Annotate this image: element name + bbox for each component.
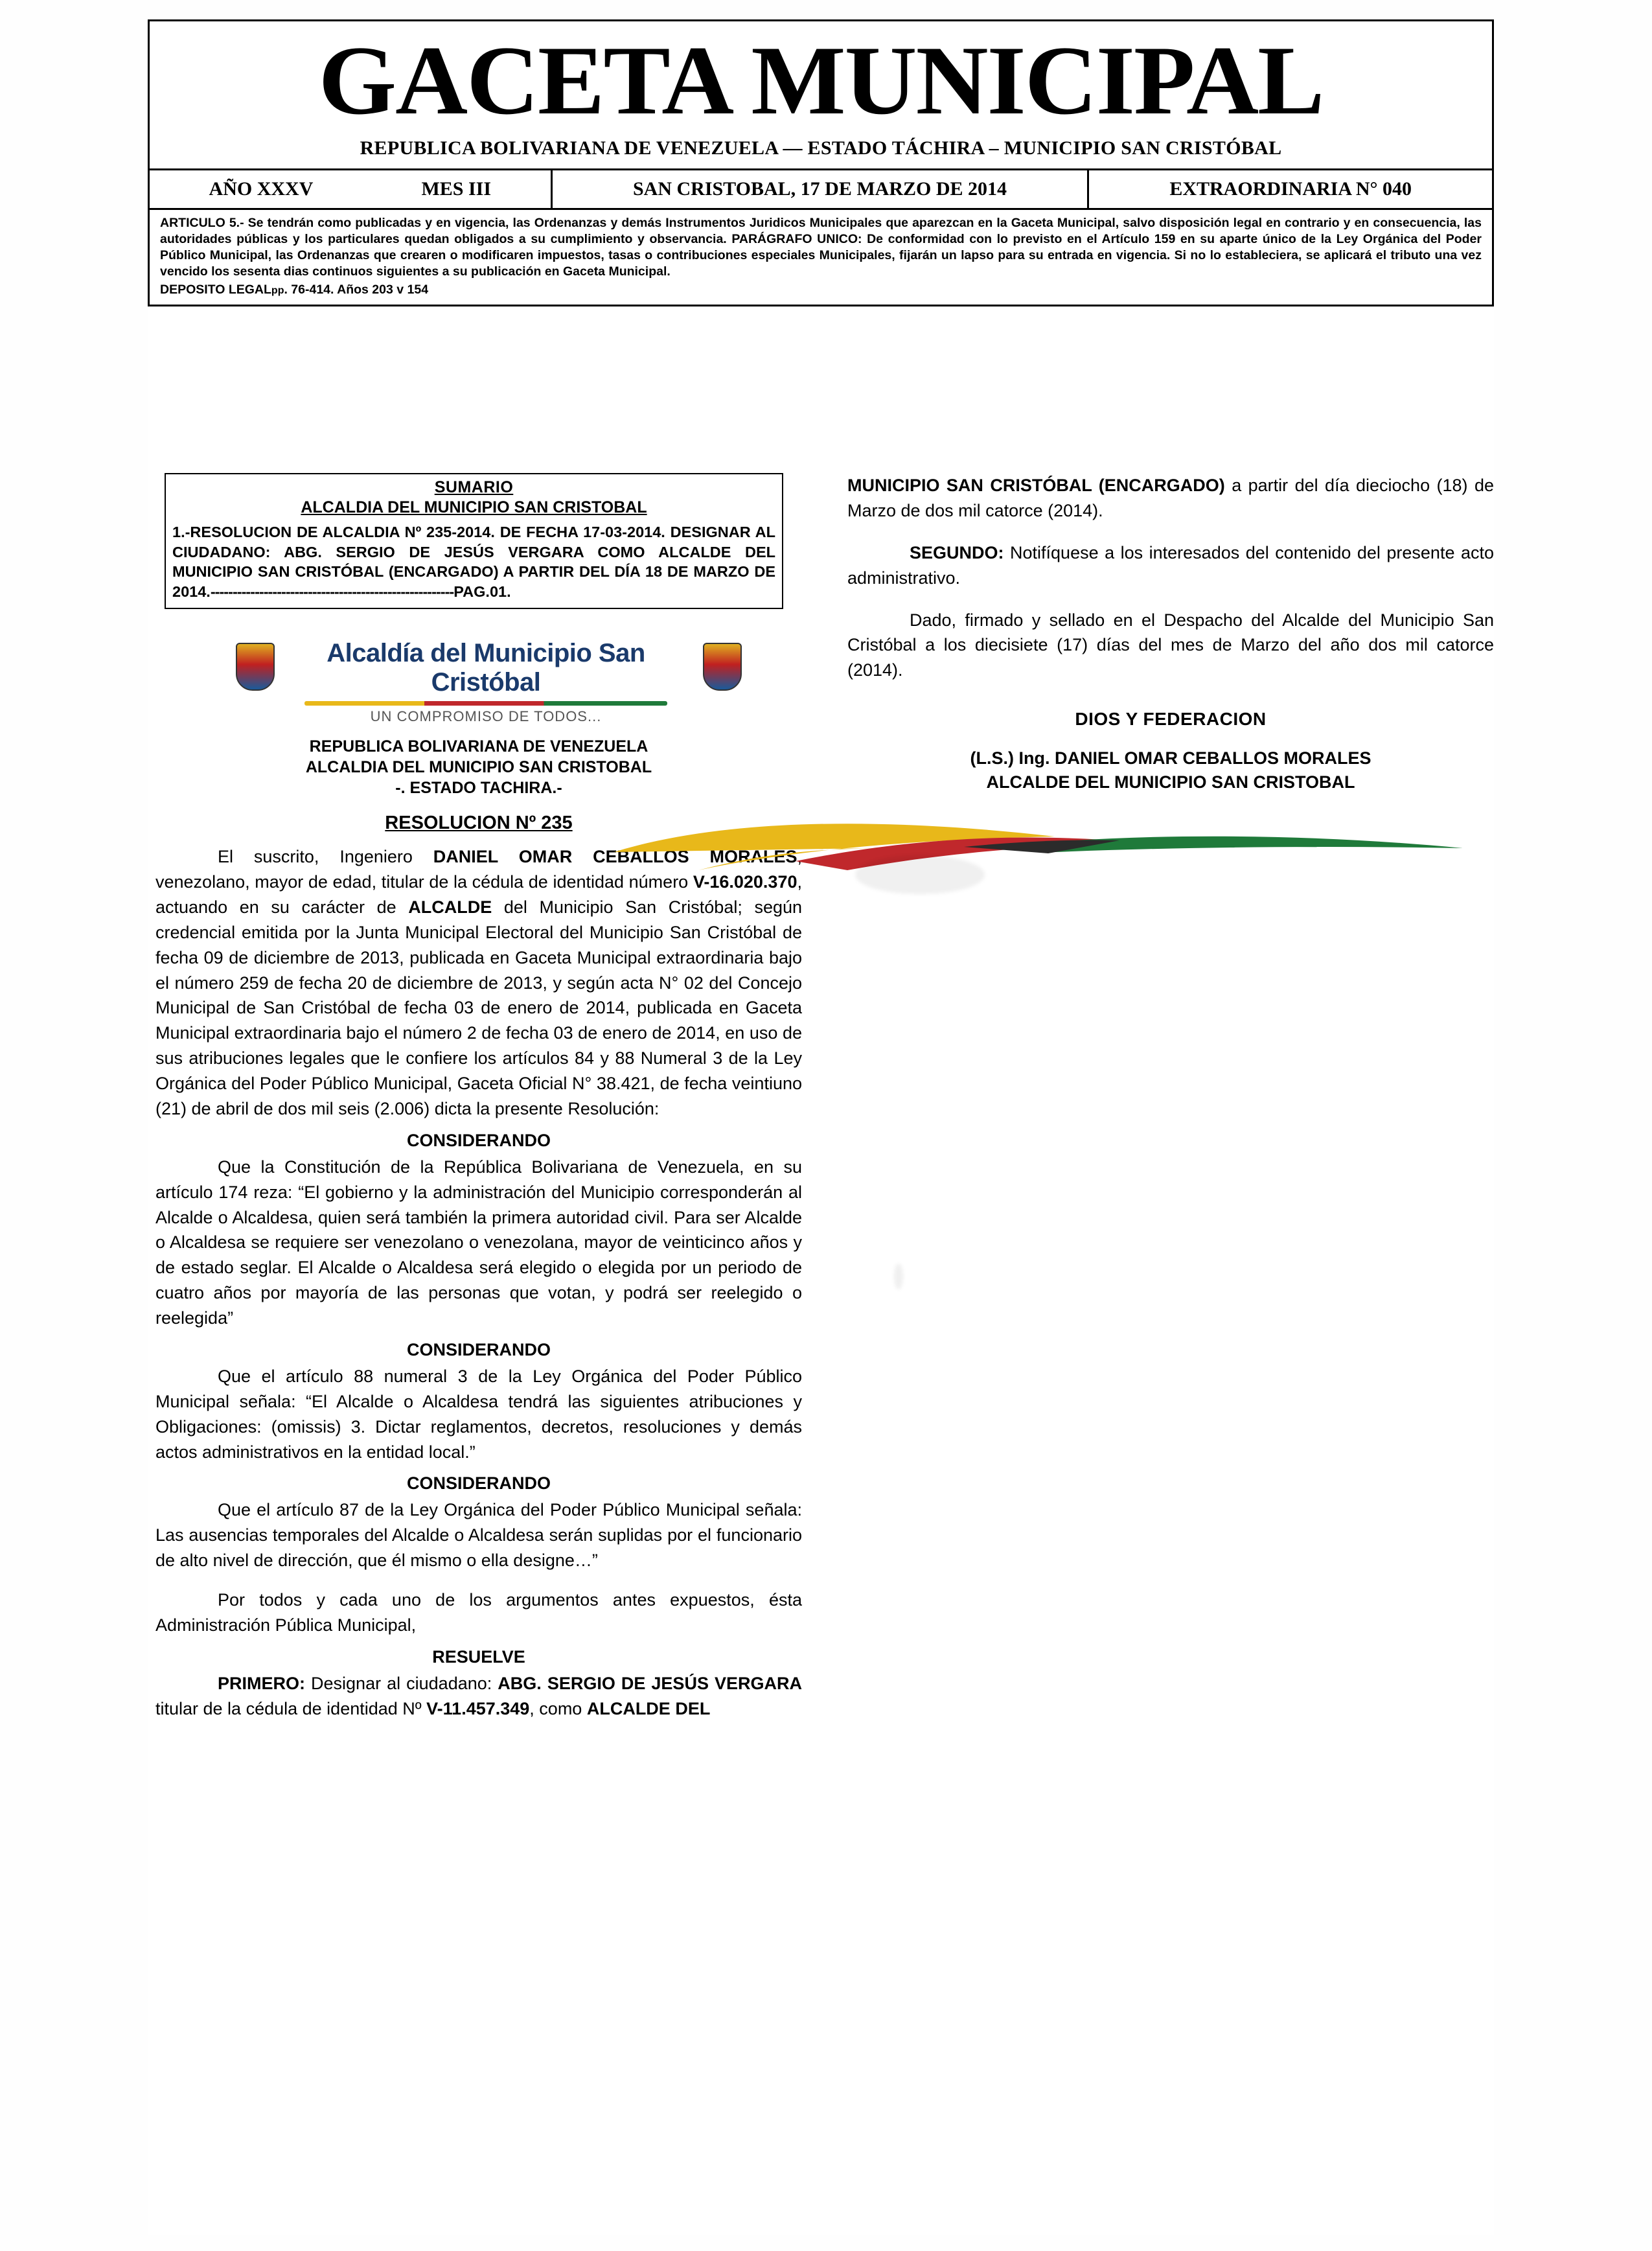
legal-notice-text: ARTICULO 5.- Se tendrán como publicadas y en vigencia, las Ordenanzas y demás Instrumentos Juridicos Municipales que aparezcan en la Gaceta Municipal, salvo disposición legal en contrario y en consecuencia, las autoridades públicas y los particulares quedan obligados a su cumplimiento y observancia. PARÁGRAFO UNICO: De conformidad con lo previsto en el Artículo 159 en su aparte único de la Ley Orgánica del Poder Público Municipal, las Ordenanzas que crearen o modificaren impuestos, tasas o contribuciones especiales Municipales, fijarán un lapso para su entrada en vigencia. Si no lo estableciera, se aplicará el tributo una vez vencido los sesenta dias continuos siguientes a su publicación en Gaceta Municipal.: [160, 216, 1482, 279]
issue-edition: EXTRAORDINARIA N° 040: [1169, 178, 1412, 200]
resuelve-label: RESUELVE: [432, 1646, 525, 1667]
primero-continued: [847, 473, 1494, 524]
scan-smudge: [855, 855, 985, 894]
primero-cedula: V-11.457.349: [426, 1698, 530, 1718]
primero-person: ABG. SERGIO DE JESÚS VERGARA: [498, 1673, 802, 1693]
sumario-entry-text: 1.-RESOLUCION DE ALCALDIA Nº 235-2014. DE FECHA 17-03-2014. DESIGNAR AL CIUDADANO: ABG. SERGIO DE JESÚS VERGARA COMO ALCALDE DEL MUNICIPIO SAN CRISTÓBAL (ENCARGADO) A PARTIR DEL DÍA 18 DE MARZO DE 2014.: [172, 524, 775, 600]
left-column: [148, 473, 802, 1723]
gazette-sheet: [148, 19, 1494, 2235]
segundo-paragraph: [847, 540, 1494, 591]
issue-row: [150, 170, 1492, 210]
municipal-logo: [155, 639, 802, 725]
intro-e: , actuando en su carácter de: [155, 872, 802, 917]
segundo-text: Notifíquese a los interesados del contenido del presente acto administrativo.: [847, 542, 1494, 588]
considerando-text-1: Que la Constitución de la República Bolivariana de Venezuela, en su artículo 174 reza: “El gobierno y la administración del Municipio corresponderán al Alcalde o Alcaldesa, quien será también la primera autoridad civil. Para ser Alcalde o Alcaldesa se requiere ser venezolano o venezolana, mayor de veinticinco años y de estado seglar. El Alcalde o Alcaldesa será elegido o elegida por un periodo de cuatro años por mayoría de las personas que votan, y podrá ser reelegido o reelegida”: [155, 1157, 802, 1328]
sumario-entry: [172, 522, 775, 601]
considerando-label-1: CONSIDERANDO: [406, 1130, 551, 1150]
deposito-pp: pp: [271, 284, 284, 296]
header-line-3: -. ESTADO TACHIRA.-: [395, 779, 562, 798]
issue-year-month: [150, 170, 553, 208]
primero-b: Designar al ciudadano:: [305, 1673, 498, 1693]
primero-d: titular de la cédula de identidad Nº: [155, 1698, 427, 1718]
signature-block: [847, 746, 1494, 794]
primero-tail: a partir del día dieciocho (18) de Marzo de dos mil catorce (2014).: [847, 476, 1494, 520]
considerando-text-3: Que el artículo 87 de la Ley Orgánica del Poder Público Municipal señala: Las ausencias temporales del Alcalde o Alcaldesa serán suplidas por el funcionario de alto nivel de dirección, que él mismo o ella designe…”: [155, 1500, 802, 1571]
considerando-label-3: CONSIDERANDO: [406, 1473, 551, 1494]
signature-name: (L.S.) Ing. DANIEL OMAR CEBALLOS MORALES: [970, 748, 1371, 768]
intro-a: El suscrito, Ingeniero: [218, 847, 433, 867]
sumario-page-ref: PAG.01.: [453, 583, 511, 600]
deposito-rest: . 76-414. Años 203 v 154: [284, 282, 429, 297]
logo-tricolor-rule: [304, 701, 667, 706]
sumario-box: [165, 473, 783, 609]
dios-y-federacion: DIOS Y FEDERACION: [1075, 709, 1267, 730]
signature-role: ALCALDE DEL MUNICIPIO SAN CRISTOBAL: [986, 772, 1355, 792]
dado-paragraph: Dado, firmado y sellado en el Despacho del Alcalde del Municipio San Cristóbal a los diecisiete (17) días del mes de Marzo del año dos mil catorce (2014).: [847, 610, 1494, 680]
intro-c: , venezolano, mayor de edad, titular de la cédula de identidad número: [155, 847, 802, 892]
intro-cedula: V-16.020.370: [693, 872, 797, 892]
header-line-2: ALCALDIA DEL MUNICIPIO SAN CRISTOBAL: [305, 758, 652, 777]
logo-name: Alcaldía del Municipio San Cristóbal: [327, 639, 645, 697]
issue-place-date: SAN CRISTOBAL, 17 DE MARZO DE 2014: [553, 170, 1090, 208]
primero-paragraph: [155, 1671, 802, 1722]
primero-role-right: MUNICIPIO SAN CRISTÓBAL (ENCARGADO): [847, 476, 1225, 495]
deposito-legal: [160, 282, 1482, 298]
coat-of-arms-icon-right: [703, 643, 739, 698]
intro-name: DANIEL OMAR CEBALLOS MORALES: [433, 847, 797, 867]
primero-f: , como: [529, 1698, 587, 1718]
logo-slogan: UN COMPROMISO DE TODOS...: [370, 708, 602, 725]
sumario-title: SUMARIO: [434, 478, 514, 496]
scan-speck: [894, 1264, 903, 1289]
page-title: GACETA MUNICIPAL: [318, 26, 1324, 135]
intro-g: del Municipio San Cristóbal; según credencial emitida por la Junta Municipal Electoral del Municipio San Cristóbal de fecha 09 de diciembre de 2013, publicada en Gaceta Municipal extraordinaria bajo el número 259 de fecha 20 de diciembre de 2013, y según acta N° 02 del Concejo Municipal de San Cristóbal de fecha 03 de enero de 2014, publicada en Gaceta Municipal extraordinaria bajo el número 2 de fecha 03 de enero de 2014, en uso de sus atribuciones legales que le confiere los artículos 84 y 88 Numeral 3 de la Ley Orgánica del Poder Público Municipal, Gaceta Oficial N° 38.421, de fecha veintiuno (21) de abril de dos mil seis (2.006) dicta la presente Resolución:: [155, 897, 803, 1118]
coat-of-arms-icon-left: [236, 643, 272, 698]
right-column: [828, 473, 1494, 1723]
segundo-label: SEGUNDO:: [910, 542, 1004, 562]
primero-label: PRIMERO:: [218, 1673, 305, 1693]
sumario-dots: -------------------------------------------------------: [210, 583, 454, 600]
body-columns: [148, 473, 1494, 1723]
considerando-label-2: CONSIDERANDO: [406, 1339, 551, 1359]
header-line-1: REPUBLICA BOLIVARIANA DE VENEZUELA: [309, 737, 648, 756]
deposito-label: DEPOSITO LEGAL: [160, 282, 271, 297]
issue-year: AÑO XXXV: [209, 178, 314, 200]
por-todos-text: Por todos y cada uno de los argumentos antes expuestos, ésta Administración Pública Municipal,: [155, 1590, 802, 1635]
masthead: [148, 19, 1494, 306]
resolution-title: RESOLUCION Nº 235: [385, 813, 573, 834]
masthead-subtitle: REPUBLICA BOLIVARIANA DE VENEZUELA — ESTADO TÁCHIRA – MUNICIPIO SAN CRISTÓBAL: [150, 133, 1492, 170]
intro-role: ALCALDE: [408, 897, 492, 917]
legal-notice: [150, 210, 1492, 306]
issue-month: MES III: [421, 178, 492, 200]
considerando-text-2: Que el artículo 88 numeral 3 de la Ley Orgánica del Poder Público Municipal señala: “El Alcalde o Alcaldesa tendrá las siguientes atribuciones y Obligaciones: (omissis) 3. Dictar reglamentos, decretos, resoluciones y demás actos administrativos en la entidad local.”: [155, 1366, 802, 1462]
primero-role-left: ALCALDE DEL: [586, 1698, 711, 1718]
logo-text: [285, 639, 687, 725]
document-header-block: [155, 736, 802, 798]
sumario-subtitle: ALCALDIA DEL MUNICIPIO SAN CRISTOBAL: [301, 498, 647, 516]
